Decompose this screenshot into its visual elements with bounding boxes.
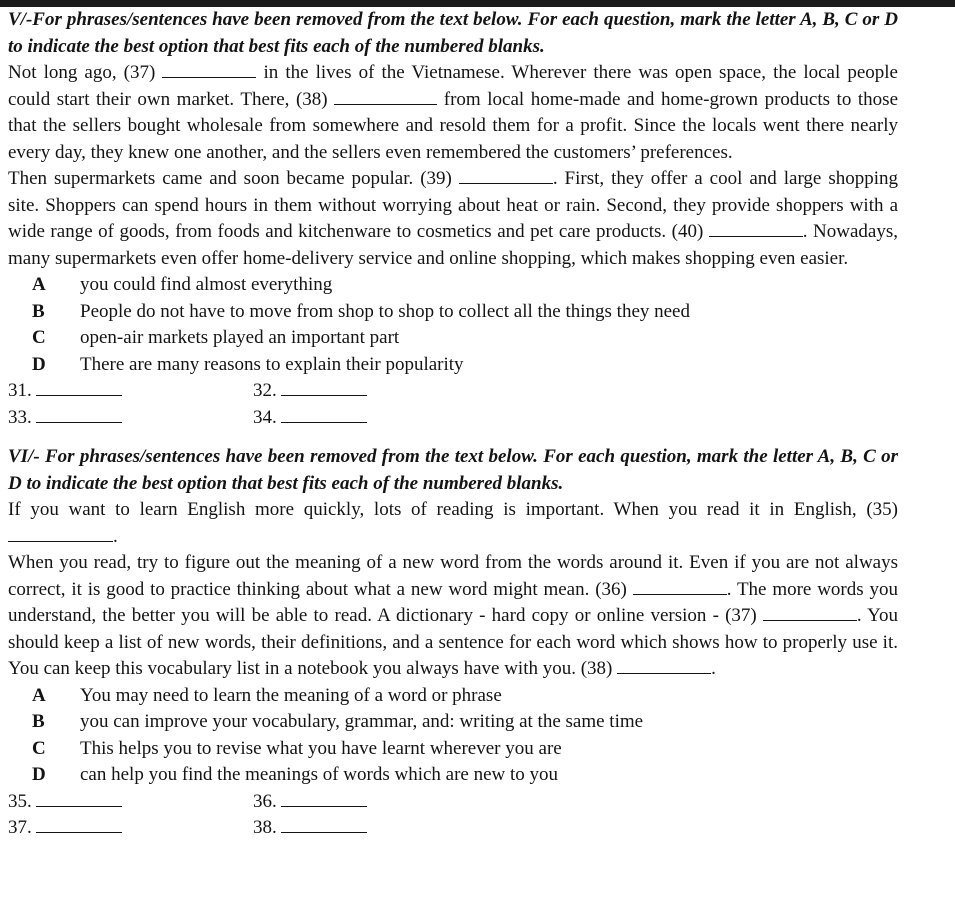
passage-text: . You should keep a list of new words, their definitions, and a sentence for each word which shows how to properly use it. You can keep this vocabulary list in a notebook you always have with you. (38)	[8, 605, 898, 679]
answer-blank[interactable]	[709, 221, 803, 237]
option-letter: A	[32, 274, 46, 295]
top-border	[0, 0, 955, 7]
passage-paragraph	[8, 166, 898, 272]
question-number: 38.	[253, 817, 277, 838]
option-text: This helps you to revise what you have learnt wherever you are	[80, 737, 562, 759]
answer-blank[interactable]	[281, 380, 367, 396]
passage-text: in the lives of the Vietnamese. Wherever there was open space, the local people could start their own market. There, (38)	[8, 62, 898, 110]
section-6-options	[8, 683, 898, 789]
passage-paragraph	[8, 550, 898, 683]
answer-blank[interactable]	[633, 579, 727, 595]
question-number: 31.	[8, 380, 32, 401]
passage-text: . Nowadays, many supermarkets even offer home-delivery service and online shopping, which makes shopping even easier.	[8, 221, 898, 269]
section-6	[8, 444, 898, 842]
option-text: you could find almost everything	[80, 274, 333, 295]
option-a	[32, 683, 898, 710]
answer-blank[interactable]	[8, 526, 113, 542]
answer-item	[8, 405, 253, 432]
option-c	[32, 325, 898, 352]
option-b	[32, 299, 898, 326]
passage-text: If you want to learn English more quickly, lots of reading is important. When you read it in English, (35)	[8, 499, 898, 520]
answer-item	[253, 405, 498, 432]
answer-row	[8, 815, 898, 842]
section-gap	[8, 431, 898, 444]
option-letter: D	[32, 764, 46, 785]
question-number: 33.	[8, 406, 32, 428]
option-letter: A	[32, 684, 46, 706]
option-text: open-air markets played an important part	[80, 327, 400, 348]
answer-blank[interactable]	[281, 791, 367, 807]
answer-item	[8, 378, 253, 405]
passage-text: . The more words you understand, the better you will be able to read. A dictionary - hard copy or online version - (37)	[8, 578, 898, 626]
answer-item	[253, 815, 498, 842]
question-number: 35.	[8, 790, 32, 812]
answer-blank[interactable]	[281, 407, 367, 423]
option-d	[32, 762, 898, 789]
answer-blank[interactable]	[36, 791, 122, 807]
answer-row	[8, 789, 898, 816]
section-5-heading: V/-For phrases/sentences have been removed from the text below. For each question, mark the letter A, B, C or D to indicate the best option that best fits each of the numbered blanks.	[8, 9, 898, 57]
section-6-heading: VI/- For phrases/sentences have been removed from the text below. For each question, mark the letter A, B, C or D to indicate the best option that best fits each of the numbered blanks.	[8, 446, 898, 494]
answer-blank[interactable]	[617, 658, 711, 674]
section-6-passage	[8, 497, 898, 683]
option-letter: B	[32, 300, 45, 322]
worksheet-page	[8, 7, 898, 842]
answer-blank[interactable]	[334, 89, 437, 105]
answer-item	[253, 789, 498, 816]
option-b	[32, 709, 898, 736]
option-text: People do not have to move from shop to shop to collect all the things they need	[80, 300, 690, 322]
answer-blank[interactable]	[763, 605, 857, 621]
answer-blank[interactable]	[36, 407, 122, 423]
passage-text: Then supermarkets came and soon became popular. (39)	[8, 168, 459, 189]
section-5	[8, 7, 898, 431]
answer-blank[interactable]	[459, 168, 553, 184]
option-letter: D	[32, 353, 46, 375]
question-number: 34.	[253, 406, 277, 428]
option-letter: C	[32, 327, 46, 348]
option-a	[32, 272, 898, 299]
option-letter: B	[32, 711, 45, 732]
option-c	[32, 736, 898, 763]
passage-text: .	[711, 658, 716, 679]
answer-row	[8, 378, 898, 405]
passage-text: Not long ago, (37)	[8, 62, 163, 83]
option-d	[32, 352, 898, 379]
passage-text: from local home-made and home-grown products to those that the sellers bought wholesale from somewhere and resold them for a profit. Since the locals went there nearly every day, they knew one another, and the sellers even remembered the customers’ preferences.	[8, 88, 898, 163]
answer-item	[8, 789, 253, 816]
section-5-passage	[8, 60, 898, 272]
passage-text: .	[113, 525, 118, 547]
passage-text: When you read, try to figure out the meaning of a new word from the words around it. Even if you are not always correct, it is good to practice thinking about what a new word might mean. (36)	[8, 552, 898, 600]
passage-paragraph	[8, 60, 898, 166]
option-text: you can improve your vocabulary, grammar, and: writing at the same time	[80, 711, 644, 732]
answer-item	[8, 815, 253, 842]
option-letter: C	[32, 737, 46, 759]
section-5-answer-grid	[8, 378, 898, 431]
section-5-options	[8, 272, 898, 378]
question-number: 37.	[8, 817, 32, 838]
question-number: 32.	[253, 380, 277, 401]
answer-blank[interactable]	[36, 817, 122, 833]
option-text: There are many reasons to explain their popularity	[80, 353, 464, 375]
answer-blank[interactable]	[36, 380, 122, 396]
option-text: can help you find the meanings of words which are new to you	[80, 764, 559, 785]
answer-row	[8, 405, 898, 432]
answer-blank[interactable]	[162, 62, 256, 78]
answer-item	[253, 378, 498, 405]
passage-paragraph	[8, 497, 898, 550]
passage-text: . First, they offer a cool and large shopping site. Shoppers can spend hours in them without worrying about heat or rain. Second, they provide shoppers with a wide range of goods, from foods and kitchenware to cosmetics and pet care products. (40)	[8, 168, 899, 242]
section-6-answer-grid	[8, 789, 898, 842]
answer-blank[interactable]	[281, 817, 367, 833]
question-number: 36.	[253, 790, 277, 812]
option-text: You may need to learn the meaning of a word or phrase	[80, 684, 502, 706]
